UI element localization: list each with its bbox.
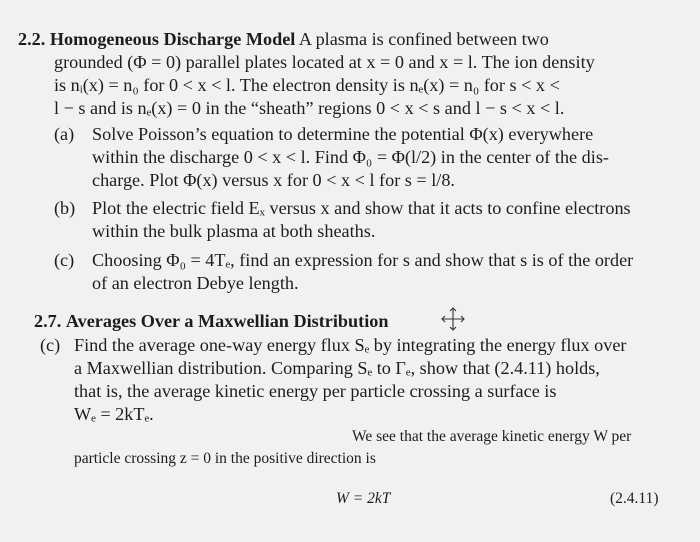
part-label: (b) <box>54 198 76 218</box>
problem-text: grounded (Φ = 0) parallel plates located at x = 0 and x = l. The ion density <box>54 52 595 72</box>
part-text: of an electron Debye length. <box>92 273 299 293</box>
part-text: within the bulk plasma at both sheaths. <box>92 221 376 241</box>
equation: W = 2kT <box>336 490 391 507</box>
part-text: Wₑ = 2kTₑ. <box>74 404 154 424</box>
problem-2-7-heading <box>34 310 388 332</box>
problem-title: Homogeneous Discharge Model <box>49 29 296 49</box>
problem-title: Averages Over a Maxwellian Distribution <box>65 311 389 331</box>
part-text: Solve Poisson’s equation to determine the potential Φ(x) everywhere <box>92 124 594 144</box>
part-text: Plot the electric field Eₓ versus x and show that it acts to confine electrons <box>92 198 631 218</box>
excerpt-text: We see that the average kinetic energy W per <box>352 428 632 445</box>
problem-text: A plasma is confined between two <box>298 29 549 49</box>
move-cursor-icon <box>440 306 466 332</box>
problem-text: is nᵢ(x) = n₀ for 0 < x < l. The electron density is nₑ(x) = n₀ for s < x < <box>54 75 560 95</box>
problem-text: l − s and is nₑ(x) = 0 in the “sheath” regions 0 < x < s and l − s < x < l. <box>54 98 565 118</box>
part-label: (c) <box>40 335 61 355</box>
equation-number: (2.4.11) <box>610 490 659 507</box>
part-label: (a) <box>54 124 75 144</box>
part-text: that is, the average kinetic energy per particle crossing a surface is <box>74 381 557 401</box>
part-text: charge. Plot Φ(x) versus x for 0 < x < l for s = l/8. <box>92 170 455 190</box>
part-text: Find the average one-way energy flux Sₑ by integrating the energy flux over <box>74 335 627 355</box>
problem-2-2-first-line <box>18 28 549 50</box>
part-label: (c) <box>54 250 75 270</box>
problem-number: 2.2. <box>18 29 46 49</box>
problem-number: 2.7. <box>34 311 62 331</box>
excerpt-text: particle crossing z = 0 in the positive direction is <box>74 450 376 467</box>
part-text: within the discharge 0 < x < l. Find Φ₀ = Φ(l/2) in the center of the dis- <box>92 147 609 167</box>
part-text: a Maxwellian distribution. Comparing Sₑ to Γₑ, show that (2.4.11) holds, <box>74 358 600 378</box>
part-text: Choosing Φ₀ = 4Tₑ, find an expression for s and show that s is of the order <box>92 250 634 270</box>
